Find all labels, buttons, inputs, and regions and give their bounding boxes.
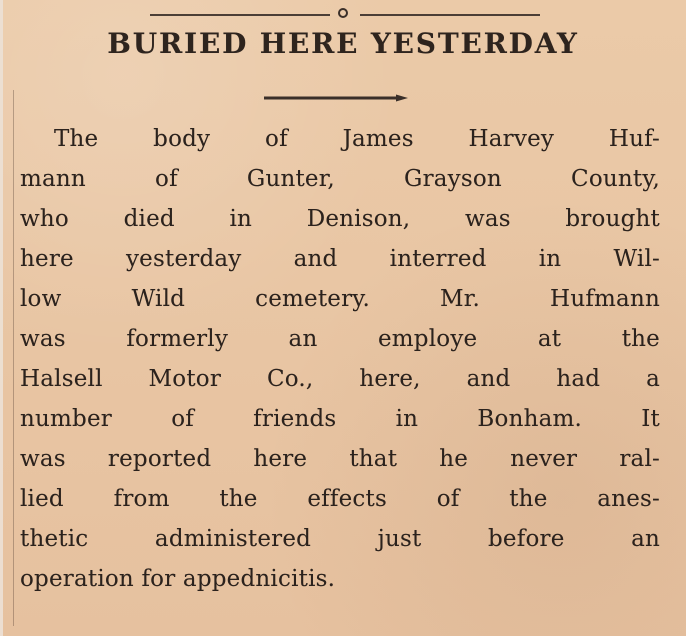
article-line-1: The body of James Harvey Huf- [54, 126, 660, 152]
article-line-6: was formerly an employe at the [20, 326, 660, 352]
article-line-10: lied from the effects of the anes- [20, 486, 660, 512]
column-rule [13, 90, 14, 626]
article-line-2: mann of Gunter, Grayson County, [20, 166, 660, 192]
article-body [20, 119, 660, 599]
article-line-7: Halsell Motor Co., here, and had a [20, 366, 660, 392]
article-line-9: was reported here that he never ral- [20, 446, 660, 472]
article-line-8: number of friends in Bonham. It [20, 406, 660, 432]
article-line-4: here yesterday and interred in Wil- [20, 246, 660, 272]
top-ornament-left-line [150, 14, 330, 16]
article-line-3: who died in Denison, was brought [20, 206, 660, 232]
top-ornament [150, 6, 540, 22]
top-ornament-right-line [360, 14, 540, 16]
headline-divider [264, 93, 408, 103]
article-line-12: operation for appednicitis. [20, 566, 336, 592]
article-line-11: thetic administered just before an [20, 526, 660, 552]
top-ornament-circle [338, 8, 348, 18]
headline: BURIED HERE YESTERDAY [107, 27, 579, 60]
article-line-5: low Wild cemetery. Mr. Hufmann [20, 286, 660, 312]
left-edge-strip [0, 0, 3, 636]
divider-ornament [264, 93, 408, 103]
